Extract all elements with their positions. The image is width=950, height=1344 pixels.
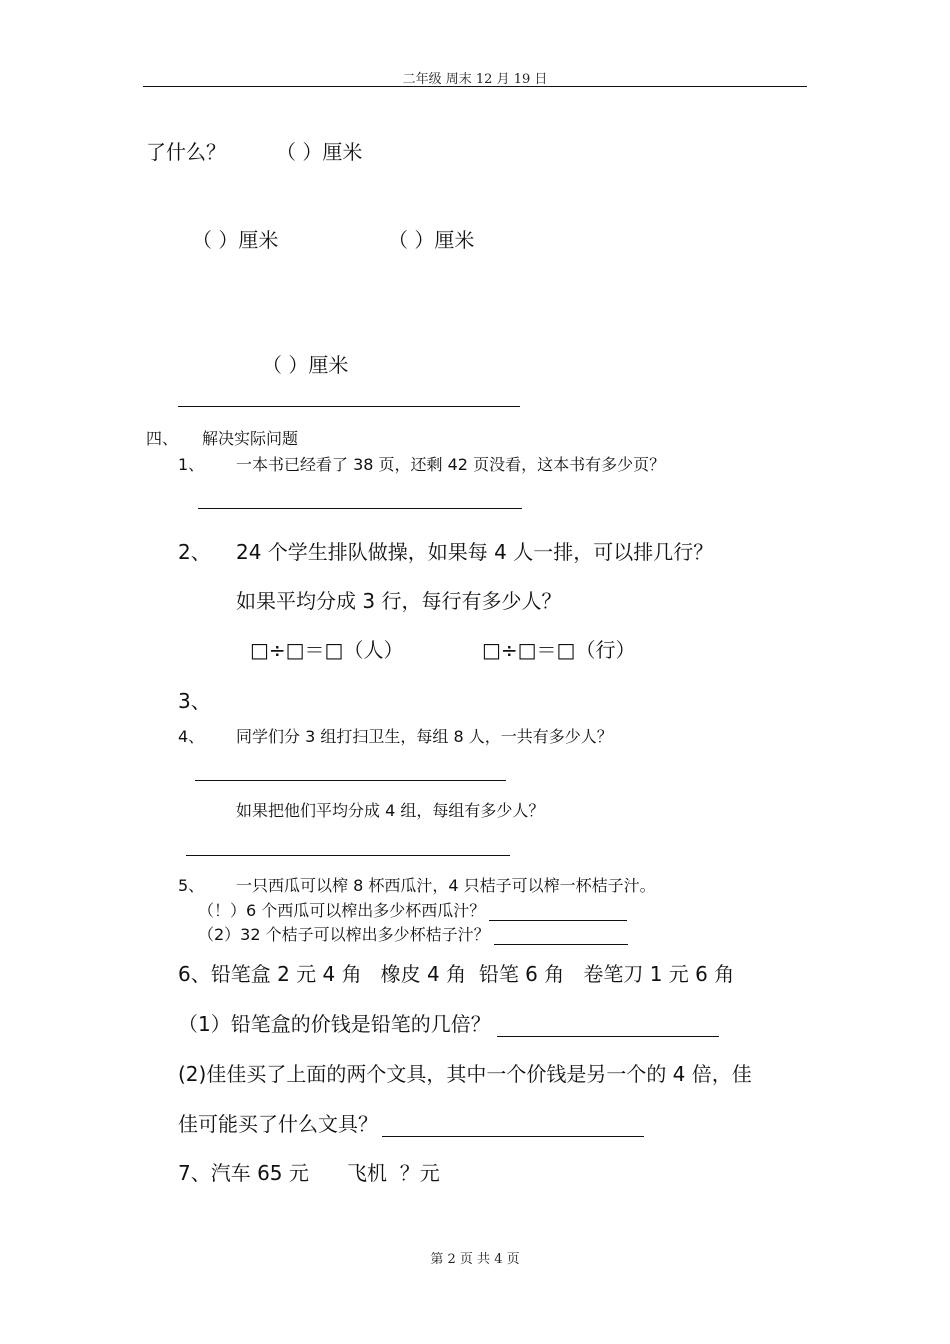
page-header: 二年级 周末 12 月 19 日 [402,72,548,87]
answer-line[interactable] [186,855,510,856]
answer-line[interactable] [198,508,522,509]
sub-question-text: （1）铅笔盒的价钱是铅笔的几倍？ [178,1012,491,1036]
question-number: 2、 [178,540,211,564]
question-number: 1、 [178,455,205,474]
question-text: 如果平均分成 3 行，每行有多少人？ [236,589,562,613]
question-text: 6、铅笔盒 2 元 4 角 橡皮 4 角 铅笔 6 角 卷笔刀 1 元 6 角 [178,962,735,986]
answer-blank-cm[interactable]: （ ）厘米 [192,228,279,252]
answer-line[interactable] [497,1012,719,1037]
question-text: 7、汽车 65 元 飞机 ？元 [178,1161,440,1185]
section-title: 解决实际问题 [202,429,299,448]
answer-line[interactable] [382,1112,644,1137]
sub-question [178,1108,644,1137]
question-tail-text: 了什么？ [146,140,226,164]
sub-question [178,1008,719,1037]
formula-blank[interactable]: □÷□＝□（行） [482,638,636,662]
answer-blank-cm[interactable]: （ ）厘米 [388,228,475,252]
question-number: 5、 [178,876,205,895]
sub-question-text: (2)佳佳买了上面的两个文具，其中一个价钱是另一个的 4 倍，佳 [178,1062,752,1086]
answer-line[interactable] [178,406,520,407]
header-rule [143,86,807,87]
answer-line[interactable] [489,902,627,921]
question-text: 一本书已经看了 38 页，还剩 42 页没看，这本书有多少页？ [236,455,666,474]
section-number: 四、 [146,429,179,448]
sub-question-text: （！）6 个西瓜可以榨出多少杯西瓜汁？ [198,901,486,920]
sub-question-text: 佳可能买了什么文具？ [178,1112,378,1136]
sub-question [198,922,628,945]
answer-line[interactable] [494,926,628,945]
question-number: 3、 [178,689,211,713]
question-text: 24 个学生排队做操，如果每 4 人一排，可以排几行？ [236,540,714,564]
answer-blank-cm[interactable]: （ ）厘米 [276,140,363,164]
page-footer: 第 2 页 共 4 页 [430,1252,520,1267]
sub-question [198,898,627,921]
question-number: 4、 [178,727,205,746]
question-text: 如果把他们平均分成 4 组，每组有多少人？ [236,801,545,820]
formula-blank[interactable]: □÷□＝□（人） [250,638,404,662]
question-text: 同学们分 3 组打扫卫生，每组 8 人，一共有多少人？ [236,727,613,746]
sub-question-text: （2）32 个桔子可以榨出多少杯桔子汁？ [198,925,490,944]
answer-blank-cm[interactable]: （ ）厘米 [262,353,349,377]
answer-line[interactable] [195,780,506,781]
question-text: 一只西瓜可以榨 8 杯西瓜汁，4 只桔子可以榨一杯桔子汁。 [236,876,656,895]
